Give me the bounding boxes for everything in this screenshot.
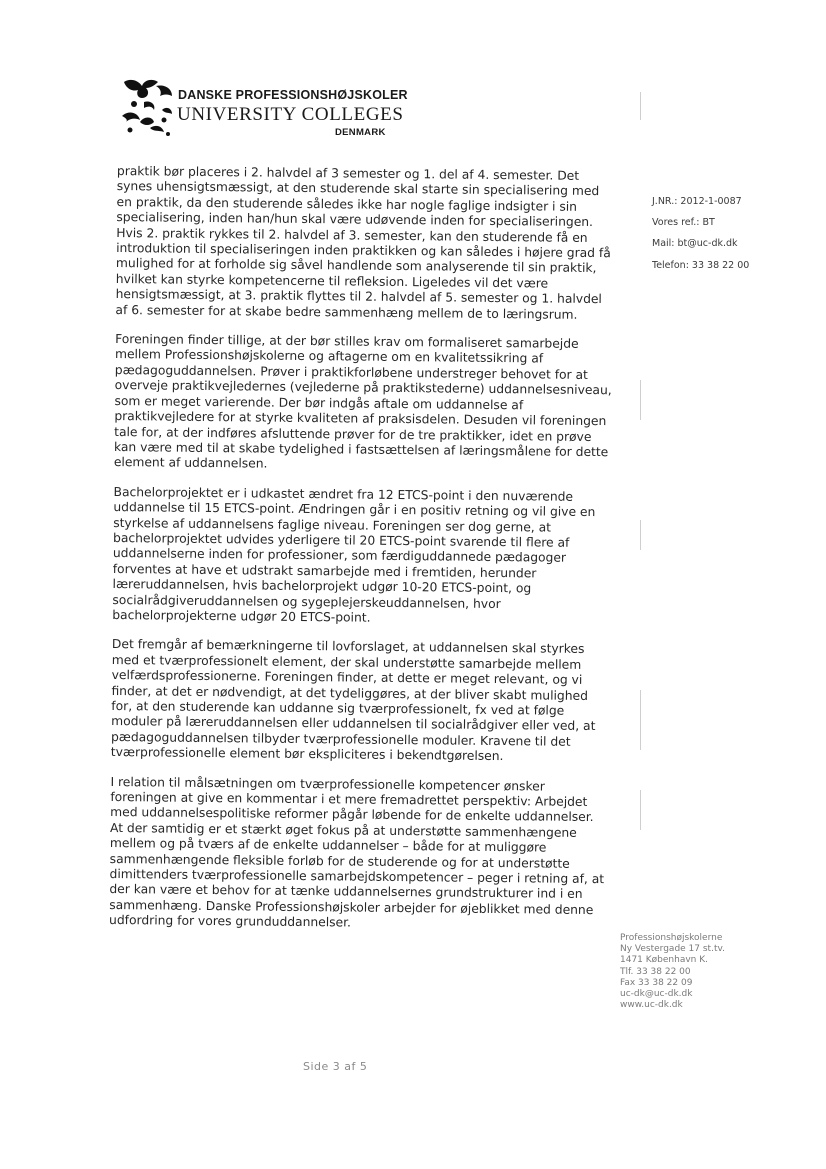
address-street: Ny Vestergade 17 st.tv. xyxy=(620,944,725,955)
margin-line xyxy=(640,690,641,750)
letter-body xyxy=(109,164,617,948)
body-paragraph: Foreningen finder tillige, at der bør stilles krav om formaliseret samarbejde mellem Professionshøjskolerne og aftagerne om en kvalitetssikring af pædagoguddannelsen. Prøver i praktikforløbene understreger behovet for at overveje praktikvejledernes (vejlederne på praktikstederne) uddannelsesniveau, som er meget varierende. Der bør indgås aftale om uddannelse af praktikvejledere for at styrke kvaliteten af praksisdelen. Desuden vil foreningen tale for, at der indføres afsluttende prøver for de tre praktikker, idet en prøve kan være med til at skabe tydelighed i fastsættelsen af læringsmålene for dette element af uddannelsen. xyxy=(113,332,612,471)
address-name: Professionshøjskolerne xyxy=(620,933,723,943)
letterhead-logo xyxy=(120,76,410,140)
ornament-logo-icon xyxy=(120,76,176,138)
margin-line xyxy=(640,790,641,830)
org-name-english: UNIVERSITY COLLEGES xyxy=(177,104,404,125)
address-web: www.uc-dk.dk xyxy=(620,1000,683,1011)
org-country: DENMARK xyxy=(335,127,386,138)
body-paragraph: Bachelorprojektet er i udkastet ændret fra 12 ETCS-point i den nuværende uddannelse til 15 ETCS-point. Ændringen går i en positiv retning og vil give en styrkelse af uddannelsens faglige niveau. Foreningen ser dog gerne, at bachelorprojektet udvides yderligere til 20 ETCS-point svarende til flere af uddannelserne inden for professioner, som færdiguddannede pædagoger forventes at have et udstrakt samarbejde med i fremtiden, herunder læreruddannelsen, hvis bachelorprojekt udgør 10-20 ETCS-point, og socialrådgiveruddannelsen og sygeplejerskeuddannelsen, hvor bachelorprojekterne udgør 20 ETCS-point. xyxy=(112,484,596,625)
margin-line xyxy=(640,380,641,420)
body-paragraph: I relation til målsætningen om tværprofessionelle kompetencer ønsker foreningen at give en kommentar i et mere fremadrettet perspektiv: Arbejdet med uddannelsespolitiske reformer pågår løbende for de enkelte uddannelser. At der samtidig er et stærkt øget fokus på at understøtte sammenhængene mellem og på tværs af de enkelte uddannelser – både for at muliggøre sammenhængende fleksible forløb for de studerende og for at understøtte dimittenders tværprofessionelle samarbejdskompetencer – peger i retning af, at der kan være et behov for at tænke uddannelsernes grundstrukturer ind i en sammenhæng. Danske Professionshøjskoler arbejder for øjeblikket med denne udfordring for vores grunduddannelser. xyxy=(109,774,605,930)
address-phone: Tlf. 33 38 22 00 xyxy=(620,966,691,977)
margin-line xyxy=(640,92,641,120)
contact-mail: Mail: bt@uc-dk.dk xyxy=(652,238,738,250)
page-number: Side 3 af 5 xyxy=(303,1060,368,1073)
margin-line xyxy=(640,520,641,550)
contact-phone: Telefon: 33 38 22 00 xyxy=(652,259,750,271)
body-paragraph: praktik bør placeres i 2. halvdel af 3 semester og 1. del af 4. semester. Det synes uhensigtsmæssigt, at den studerende skal starte sin specialisering med en praktik, da den studerende således ikke har nogle faglige indsigter i sin specialisering, inden han/hun skal være udøvende inden for specialiseringen. Hvis 2. praktik rykkes til 2. halvdel af 3. semester, kan den studerende få en introduktion til specialiseringen inden praktikken og kan således i højere grad få mulighed for at forholde sig såvel handlende som analyserende til sin praktik, hvilket kan styrke kompetencerne til refleksion. Ligeledes vil det være hensigtsmæssigt, at 3. praktik flyttes til 2. halvdel af 5. semester og 1. halvdel af 6. semester for at skabe bedre sammenhæng mellem de to læringsrum. xyxy=(115,164,611,322)
reference-info xyxy=(652,196,749,281)
address-email: uc-dk@uc-dk.dk xyxy=(620,989,693,1000)
address-fax: Fax 33 38 22 09 xyxy=(620,977,693,988)
sender-address xyxy=(620,933,725,1011)
our-reference: Vores ref.: BT xyxy=(652,217,715,229)
address-city: 1471 København K. xyxy=(620,955,709,966)
journal-number: J.NR.: 2012-1-0087 xyxy=(652,196,742,207)
body-paragraph: Det fremgår af bemærkningerne til lovforslaget, at uddannelsen skal styrkes med et tværprofessionelt element, der skal understøtte samarbejde mellem velfærdsprofessionerne. Foreningen finder, at dette er meget relevant, og vi finder, at det er nødvendigt, at det tydeliggøres, at der bliver skabt mulighed for, at den studerende kan uddanne sig tværprofessionelt, fx ved at følge moduler på læreruddannelsen eller uddannelsen til socialrådgiver eller ved, at pædagoguddannelsen tilbyder tværprofessionelle moduler. Kravene til det tværprofessionelle element bør ekspliciteres i bekendtgørelsen. xyxy=(110,637,596,764)
org-name: DANSKE PROFESSIONSHØJSKOLER xyxy=(178,88,408,102)
